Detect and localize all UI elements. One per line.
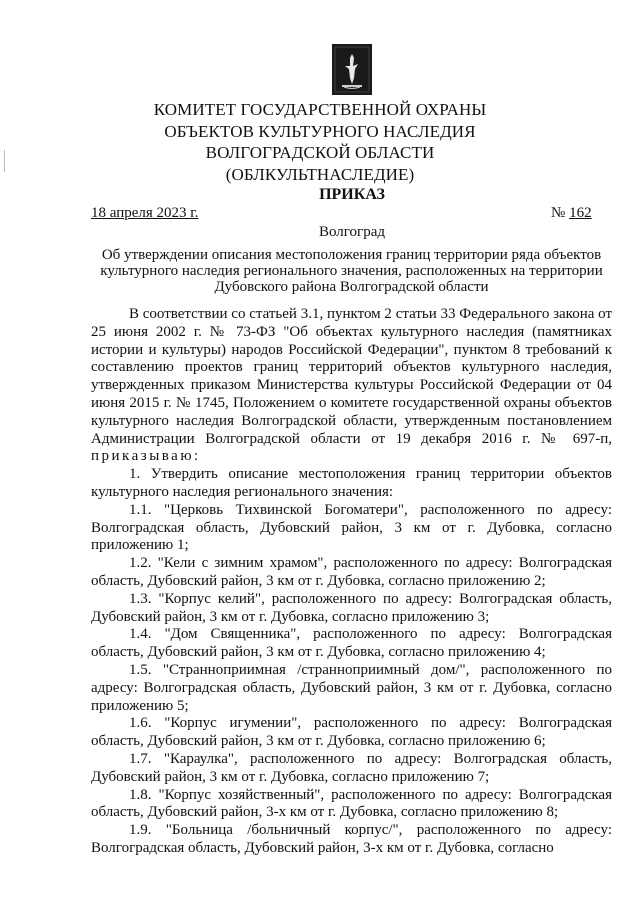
- org-line: КОМИТЕТ ГОСУДАРСТВЕННОЙ ОХРАНЫ: [153, 100, 487, 119]
- order-body: [91, 306, 612, 858]
- order-item: 1.8. "Корпус хозяйственный", расположенного по адресу: Волгоградская область, Дубовский район, 3-х км от г. Дубовка, согласно приложению 8;: [91, 786, 612, 821]
- order-date: 18 апреля 2023 г.: [91, 205, 199, 221]
- order-item: 1. Утвердить описание местоположения границ территории объектов культурного наследия регионального значения:: [91, 466, 612, 500]
- order-item: 1.3. "Корпус келий", расположенного по адресу: Волгоградская область, Дубовский район, 3 км от г. Дубовка, согласно приложению 3;: [91, 590, 612, 625]
- org-line: ОБЪЕКТОВ КУЛЬТУРНОГО НАСЛЕДИЯ: [164, 121, 476, 141]
- organization-name: [0, 99, 640, 185]
- preamble-text: В соответствии со статьей 3.1, пунктом 2 статьи 33 Федерального закона от 25 июня 2002 г. № 73-ФЗ "Об объектах культурного наследия (памятниках истории и культуры) народов Российской Федерации", пунктом 8 требований к составлению проектов границ территорий объектов культурного наследия, утвержденных приказом Министерства культуры Российской Федерации от 04 июня 2015 г. № 1745, Положением о комитете государственной охраны объектов культурного наследия Волгоградской области, утвержденным постановлением Администрации Волгоградской области от 19 декабря 2016 г. № 697-п,: [91, 306, 612, 447]
- order-item: 1.1. "Церковь Тихвинской Богоматери", расположенного по адресу: Волгоградская область, Дубовский район, 3 км от г. Дубовка, согласно приложению 1;: [91, 501, 612, 554]
- order-number-prefix: №: [551, 205, 570, 221]
- order-item: 1.5. "Странноприимная /странноприимный дом/", расположенного по адресу: Волгоградская область, Дубовский район, 3 км от г. Дубовка, согласно приложению 5;: [91, 661, 612, 714]
- order-item: 1.2. "Кели с зимним храмом", расположенного по адресу: Волгоградская область, Дубовский район, 3 км от г. Дубовка, согласно приложению 2;: [91, 555, 612, 589]
- order-item: 1.4. "Дом Священника", расположенного по адресу: Волгоградская область, Дубовский район, 3 км от г. Дубовка, согласно приложению 4;: [91, 626, 612, 661]
- order-item: 1.6. "Корпус игумении", расположенного по адресу: Волгоградская область, Дубовский район, 3 км от г. Дубовка, согласно приложению 6;: [91, 715, 612, 750]
- order-title: ПРИКАЗ: [319, 186, 385, 203]
- order-number-value: 162: [569, 205, 592, 221]
- order-subject: Об утверждении описания местоположения границ территории ряда объектов культурного наследия регионального значения, расположенных на территории Дубовского района Волгоградской области: [100, 247, 603, 295]
- order-number: [551, 205, 592, 222]
- order-city: Волгоград: [318, 224, 385, 240]
- volgograd-emblem-icon: [332, 44, 372, 95]
- order-item: 1.7. "Караулка", расположенного по адресу: Волгоградская область, Дубовский район, 3 км от г. Дубовка, согласно приложению 7;: [91, 750, 612, 785]
- org-line: (ОБЛКУЛЬТНАСЛЕДИЕ): [225, 164, 415, 184]
- order-item: 1.9. "Больница /больничный корпус/", расположенного по адресу: Волгоградская область, Дубовский район, 3-х км от г. Дубовка, согласно: [91, 822, 612, 856]
- decree-word: приказываю:: [91, 448, 201, 465]
- org-line: ВОЛГОГРАДСКОЙ ОБЛАСТИ: [205, 143, 435, 162]
- preamble-paragraph: [91, 306, 612, 466]
